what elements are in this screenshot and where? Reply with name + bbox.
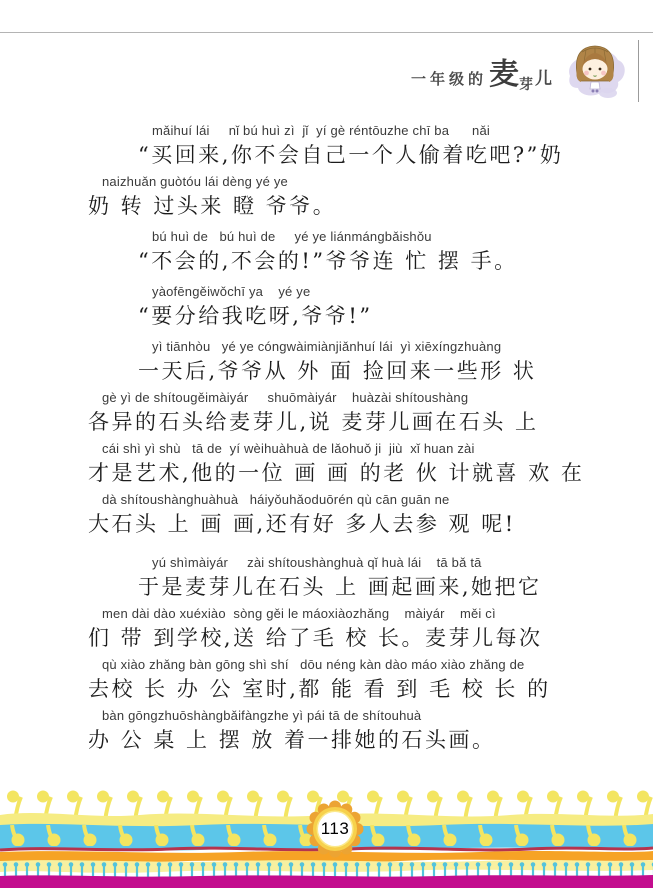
pinyin-line: bú huì de bú huì de yé ye liánmángbǎishǒu — [152, 229, 432, 244]
top-divider — [0, 32, 653, 33]
hanzi-line: 各异的石头给麦芽儿,说 麦芽儿画在石头 上 — [88, 410, 539, 434]
page-number-badge — [306, 800, 364, 858]
hanzi-line: 一天后,爷爷从 外 面 捡回来一些形 状 — [138, 359, 537, 383]
pinyin-line: gè yì de shítougěimàiyár shuōmàiyár huàzài shítoushàng — [102, 390, 469, 405]
hanzi-line: 奶 转 过头来 瞪 爷爷。 — [88, 194, 337, 218]
pinyin-line: qù xiào zhǎng bàn gōng shì shí dōu néng kàn dào máo xiào zhǎng de — [102, 657, 525, 672]
book-title — [411, 49, 552, 93]
cartoon-girl-icon — [562, 38, 628, 104]
hanzi-line: 办 公 桌 上 摆 放 着一排她的石头画。 — [88, 728, 496, 752]
pinyin-line: yàofēngěiwǒchī ya yé ye — [152, 284, 311, 299]
text-line — [88, 283, 636, 332]
hanzi-line: “不会的,不会的!”爷爷连 忙 摆 手。 — [138, 249, 518, 273]
book-title-sub-char: 芽 — [519, 77, 535, 93]
text-line — [88, 122, 636, 171]
text-line — [88, 707, 636, 756]
hanzi-line: “要分给我吃呀,爷爷!” — [138, 304, 373, 328]
hanzi-line: “买回来,你不会自己一个人偷着吃吧?”奶 — [138, 143, 564, 167]
page-number: 113 — [320, 819, 350, 838]
text-line — [88, 173, 636, 222]
text-line — [88, 338, 636, 387]
text-line — [88, 228, 636, 277]
hanzi-line: 们 带 到学校,送 给了毛 校 长。麦芽儿每次 — [88, 626, 543, 650]
book-title-suffix: 儿 — [535, 69, 552, 89]
hanzi-line: 大石头 上 画 画,还有好 多人去参 观 呢! — [88, 512, 516, 536]
text-line — [88, 491, 636, 540]
pinyin-line: dà shítoushànghuàhuà háiyǒuhǎoduōrén qù cān guān ne — [102, 492, 450, 507]
hanzi-line: 去校 长 办 公 室时,都 能 看 到 毛 校 长 的 — [88, 677, 551, 701]
pinyin-line: men dài dào xuéxiào sòng gěi le máoxiàozhǎng màiyár měi cì — [102, 606, 496, 621]
pinyin-line: yú shìmàiyár zài shítoushànghuà qǐ huà lái tā bǎ tā — [152, 555, 482, 570]
pinyin-line: bàn gōngzhuōshàngbǎifàngzhe yì pái tā de shítouhuà — [102, 708, 422, 723]
text-lines — [88, 122, 636, 758]
book-title-big-char: 麦 — [489, 57, 519, 92]
pinyin-line: yì tiānhòu yé ye cóngwàimiànjiǎnhuí lái yì xiēxíngzhuàng — [152, 339, 502, 354]
pinyin-line: naizhuǎn guòtóu lái dèng yé ye — [102, 174, 288, 189]
hanzi-line: 才是艺术,他的一位 画 画 的老 伙 计就喜 欢 在 — [88, 461, 585, 485]
magenta-band — [0, 875, 653, 888]
pinyin-line: mǎihuí lái nǐ bú huì zì jǐ yí gè réntōuzhe chī ba nǎi — [152, 123, 490, 138]
text-line — [88, 389, 636, 438]
teal-sprouts — [0, 861, 653, 878]
hanzi-line: 于是麦芽儿在石头 上 画起画来,她把它 — [138, 575, 542, 599]
text-line — [88, 656, 636, 705]
text-line — [88, 554, 636, 603]
header-vertical-rule — [638, 40, 639, 102]
text-line — [88, 605, 636, 654]
book-title-prefix: 一年级的 — [410, 70, 487, 88]
page-header — [411, 38, 639, 104]
text-line — [88, 440, 636, 489]
pinyin-line: cái shì yì shù tā de yí wèihuàhuà de lǎohuǒ ji jiù xǐ huan zài — [102, 441, 475, 456]
